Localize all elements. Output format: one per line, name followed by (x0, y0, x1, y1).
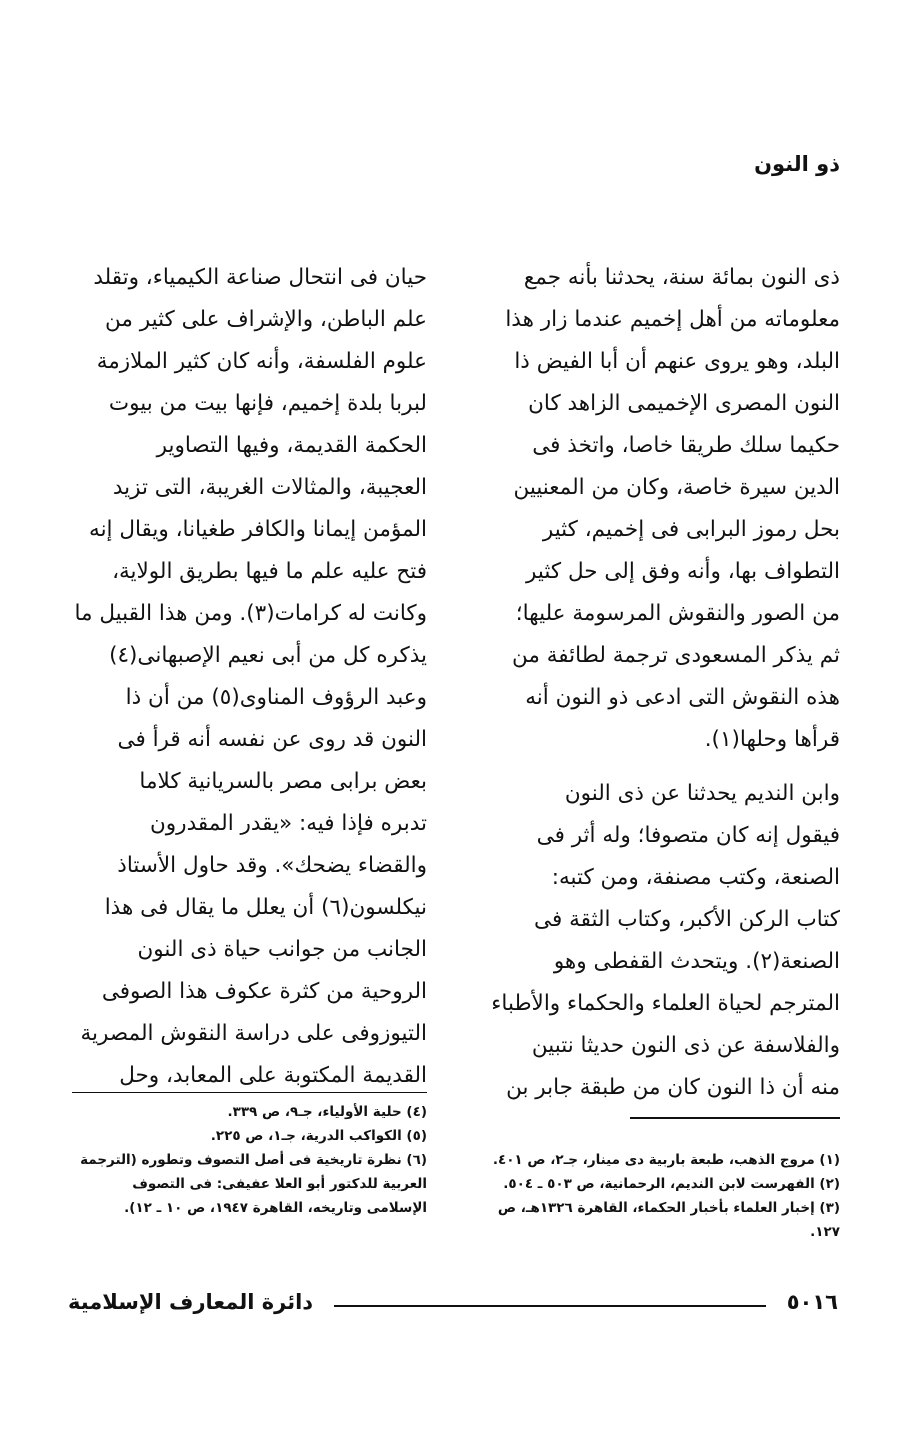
text-line: هذه النقوش التى ادعى ذو النون أنه (525, 685, 840, 710)
footnote: (٦) نظرة تاريخية فى أصل التصوف وتطوره (الترجمة العربية للدكتور أبو العلا عفيفى: فى التصوف الإسلامى وتاريخه، القاهرة ١٩٤٧، ص ١٠ ـ ١٢). (80, 1152, 427, 1216)
text-line: التيوزوفى على دراسة النقوش المصرية (80, 1021, 427, 1046)
text-line: قرأها وحلها(١). (704, 727, 840, 752)
text-line: يذكره كل من أبى نعيم الإصبهانى(٤) (109, 643, 427, 668)
text-line: معلوماته من أهل إخميم عندما زار هذا (505, 307, 840, 332)
text-line: منه أن ذا النون كان من طبقة جابر بن (506, 1075, 840, 1100)
text-line: علم الباطن، والإشراف على كثير من (105, 307, 427, 332)
text-line: العجيبة، والمثالات الغريبة، التى تزيد (112, 475, 427, 500)
left-text-column (72, 257, 427, 1097)
text-line: والفلاسفة عن ذى النون حديثا نتبين (531, 1033, 840, 1058)
footnote: (٣) إخبار العلماء بأخبار الحكماء، القاهرة ١٣٢٦هـ، ص ١٢٧. (497, 1200, 840, 1240)
text-line: من الصور والنقوش المرسومة عليها؛ (515, 601, 840, 626)
text-line: وابن النديم يحدثنا عن ذى النون (564, 781, 840, 806)
right-text-column (478, 257, 840, 1109)
text-line: الجانب من جوانب حياة ذى النون (137, 937, 427, 962)
text-line: والقضاء يضحك». وقد حاول الأستاذ (117, 853, 427, 878)
text-line: علوم الفلسفة، وأنه كان كثير الملازمة (96, 349, 427, 374)
text-line: الصنعة، وكتب مصنفة، ومن كتبه: (551, 865, 840, 890)
text-line: وعبد الرؤوف المناوى(٥) من أن ذا (125, 685, 427, 710)
text-line: النون قد روى عن نفسه أنه قرأ فى (117, 727, 427, 752)
footnote: (١) مروج الذهب، طبعة باربية دى مينار، جـ٢، ص ٤٠١. (492, 1152, 840, 1168)
text-line: لبربا بلدة إخميم، فإنها بيت من بيوت (108, 391, 427, 416)
text-line: حيان فى انتحال صناعة الكيمياء، وتقلد (93, 265, 427, 290)
footnotes-right (475, 1148, 840, 1244)
text-line: الحكمة القديمة، وفيها التصاوير (156, 433, 427, 458)
paragraph (478, 773, 840, 1109)
page-footer (68, 1290, 838, 1324)
footnote-separator-right (630, 1117, 840, 1119)
text-line: التطواف بها، وأنه وفق إلى حل كثير (526, 559, 840, 584)
text-line: بحل رموز البرابى فى إخميم، كثير (542, 517, 840, 542)
text-line: فيقول إنه كان متصوفا؛ وله أثر فى (536, 823, 840, 848)
text-line: حكيما سلك طريقا خاصا، واتخذ فى (532, 433, 840, 458)
paragraph (478, 257, 840, 761)
footnote: (٤) حلية الأولياء، جـ٩، ص ٣٣٩. (227, 1104, 427, 1120)
text-line: ثم يذكر المسعودى ترجمة لطائفة من (512, 643, 840, 668)
footer-rule (334, 1305, 766, 1307)
page-number: ٥٠١٦ (786, 1290, 838, 1314)
text-line: القديمة المكتوبة على المعابد، وحل (119, 1063, 427, 1088)
text-line: البلد، وهو يروى عنهم أن أبا الفيض ذا (514, 349, 840, 374)
footnote: (٥) الكواكب الدرية، جـ١، ص ٢٢٥. (210, 1128, 427, 1144)
paragraph (72, 257, 427, 1097)
footnote-separator-left (72, 1092, 427, 1093)
footnote: (٢) الفهرست لابن النديم، الرحمانية، ص ٥٠٣ ـ ٥٠٤. (503, 1176, 840, 1192)
running-header-title: ذو النون (754, 152, 840, 176)
text-line: ذى النون بمائة سنة، يحدثنا بأنه جمع (523, 265, 840, 290)
text-line: المترجم لحياة العلماء والحكماء والأطباء (491, 991, 840, 1016)
text-line: الصنعة(٢). ويتحدث القفطى وهو (553, 949, 840, 974)
text-line: المؤمن إيمانا والكافر طغيانا، ويقال إنه (89, 517, 427, 542)
text-line: بعض برابى مصر بالسريانية كلاما (139, 769, 427, 794)
text-line: تدبره فإذا فيه: «يقدر المقدرون (150, 811, 427, 836)
text-line: نيكلسون(٦) أن يعلل ما يقال فى هذا (104, 895, 427, 920)
text-line: كتاب الركن الأكبر، وكتاب الثقة فى (534, 907, 840, 932)
footnotes-left (69, 1100, 427, 1220)
text-line: فتح عليه علم ما فيها بطريق الولاية، (112, 559, 427, 584)
publication-title: دائرة المعارف الإسلامية (68, 1290, 314, 1314)
text-line: الدين سيرة خاصة، وكان من المعنيين (513, 475, 840, 500)
text-line: النون المصرى الإخميمى الزاهد كان (528, 391, 840, 416)
text-line: الروحية من كثرة عكوف هذا الصوفى (101, 979, 427, 1004)
text-line: وكانت له كرامات(٣). ومن هذا القبيل ما (74, 601, 427, 626)
